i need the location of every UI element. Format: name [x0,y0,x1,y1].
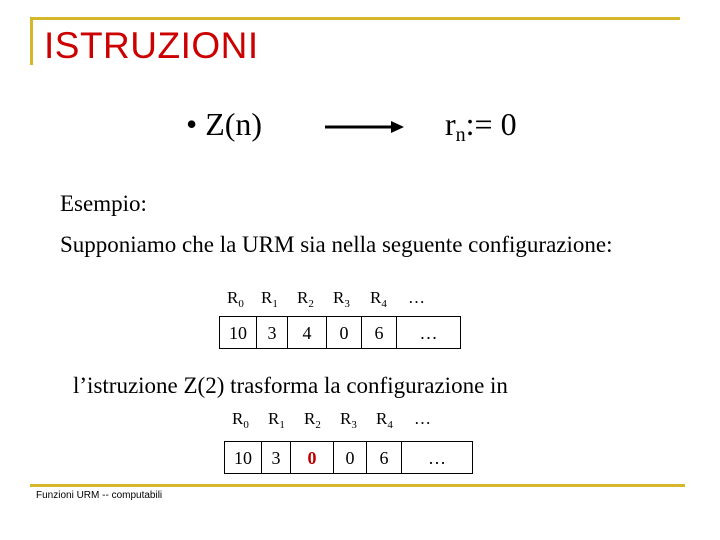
register-label-r4: $R_4$ [376,409,393,431]
register-label-r3: $R_3$ [333,288,350,310]
slide-title: ISTRUZIONI [44,25,259,66]
register-cell-changed: 0 [291,442,334,474]
bottom-frame-rule [30,484,685,487]
config-before-table [219,316,461,349]
register-cell: 10 [225,442,262,474]
register-cell: 6 [362,317,397,349]
register-cell: 3 [262,442,291,474]
register-label-r4: $R_4$ [370,288,387,310]
register-cell: 4 [288,317,327,349]
result-variable: r [445,106,456,142]
register-cell: 3 [257,317,288,349]
right-arrow-icon [325,120,405,134]
register-cell: 6 [367,442,402,474]
register-label-r1: $R_1$ [261,288,278,310]
register-cell: 0 [334,442,367,474]
register-header-row-before [0,289,720,309]
example-description: Supponiamo che la URM sia nella seguente configurazione: [60,232,613,257]
slide-footer: Funzioni URM -- computabili [36,490,163,501]
register-label-r0: $R_0$ [227,288,244,310]
table-row [225,442,473,474]
register-label-r1: $R_1$ [268,409,285,431]
register-cell: … [397,317,461,349]
example-label: Esempio: [60,191,147,216]
register-cell: … [402,442,473,474]
register-label-r3: $R_3$ [340,409,357,431]
register-label-ellipsis: … [414,409,431,428]
instruction-text: • Z(n) [186,106,263,142]
config-after-table [224,441,473,474]
register-label-r2: $R_2$ [297,288,314,310]
register-cell: 0 [327,317,362,349]
register-cell: 10 [220,317,257,349]
register-label-r0: $R_0$ [232,409,249,431]
result-assignment: := 0 [465,106,517,142]
result-subscript: n [455,124,466,146]
register-label-ellipsis: … [408,288,425,307]
instruction-result [445,108,517,145]
table-row [220,317,461,349]
left-frame-rule [30,17,33,65]
top-frame-rule [30,17,680,20]
transform-text: l’istruzione Z(2) trasforma la configurazione in [73,373,508,398]
register-label-r2: $R_2$ [304,409,321,431]
register-header-row-after [0,410,720,430]
